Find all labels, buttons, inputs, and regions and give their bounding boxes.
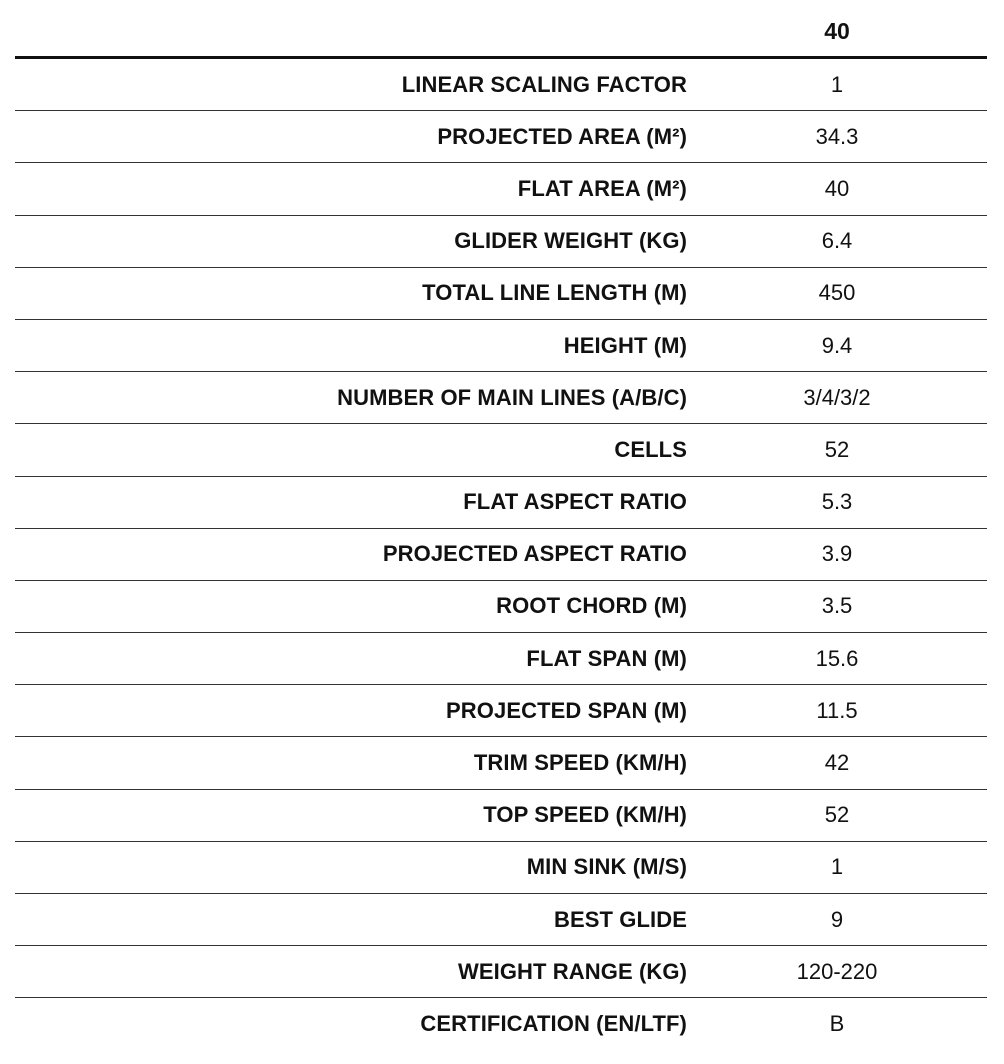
row-label: PROJECTED ASPECT RATIO [382, 541, 687, 567]
row-value: 450 [818, 280, 856, 306]
table-row [15, 894, 987, 946]
table-row [15, 111, 987, 163]
table-row [15, 998, 987, 1050]
row-label: CERTIFICATION (EN/LTF) [420, 1011, 687, 1037]
row-value: 3/4/3/2 [803, 384, 871, 410]
table-row [15, 842, 987, 894]
spec-table [15, 0, 987, 1051]
table-row [15, 372, 987, 424]
table-row [15, 320, 987, 372]
table-header-row [15, 0, 987, 59]
row-value: 120-220 [796, 958, 878, 984]
row-value: 40 [824, 175, 850, 201]
row-value: 5.3 [821, 489, 853, 515]
row-label: TOP SPEED (KM/H) [483, 802, 687, 828]
row-value: 3.5 [821, 593, 853, 619]
table-row [15, 268, 987, 320]
row-value: 15.6 [815, 645, 859, 671]
row-label: WEIGHT RANGE (KG) [457, 958, 687, 984]
row-value: 52 [824, 802, 850, 828]
table-row [15, 477, 987, 529]
row-label: BEST GLIDE [553, 906, 687, 932]
table-row [15, 737, 987, 789]
row-label: GLIDER WEIGHT (KG) [454, 228, 687, 254]
size-column-header: 40 [824, 17, 850, 44]
table-row [15, 633, 987, 685]
table-row [15, 581, 987, 633]
row-value: 1 [830, 854, 844, 880]
row-value: 11.5 [816, 697, 858, 723]
row-value: 42 [824, 750, 850, 776]
row-label: FLAT SPAN (M) [526, 645, 687, 671]
row-value: 52 [824, 436, 850, 462]
table-row [15, 946, 987, 998]
row-label: FLAT ASPECT RATIO [463, 489, 687, 515]
table-row [15, 790, 987, 842]
row-value: 34.3 [815, 123, 859, 149]
row-label: HEIGHT (M) [563, 332, 687, 358]
row-label: MIN SINK (M/S) [526, 854, 687, 880]
row-value: 9 [830, 906, 844, 932]
row-label: CELLS [614, 436, 687, 462]
row-value: 1 [830, 71, 844, 97]
table-row [15, 424, 987, 476]
row-label: FLAT AREA (M²) [517, 175, 687, 201]
row-label: PROJECTED SPAN (M) [446, 697, 687, 723]
row-label: LINEAR SCALING FACTOR [401, 71, 687, 97]
row-label: ROOT CHORD (M) [496, 593, 687, 619]
table-row [15, 163, 987, 215]
row-value: B [829, 1011, 845, 1037]
table-row [15, 529, 987, 581]
row-label: PROJECTED AREA (M²) [437, 123, 687, 149]
table-row [15, 59, 987, 111]
row-value: 3.9 [821, 541, 853, 567]
row-label: NUMBER OF MAIN LINES (A/B/C) [337, 384, 687, 410]
row-value: 6.4 [821, 228, 853, 254]
table-row [15, 216, 987, 268]
row-label: TOTAL LINE LENGTH (M) [422, 280, 687, 306]
table-row [15, 685, 987, 737]
row-label: TRIM SPEED (KM/H) [473, 750, 687, 776]
row-value: 9.4 [821, 332, 853, 358]
